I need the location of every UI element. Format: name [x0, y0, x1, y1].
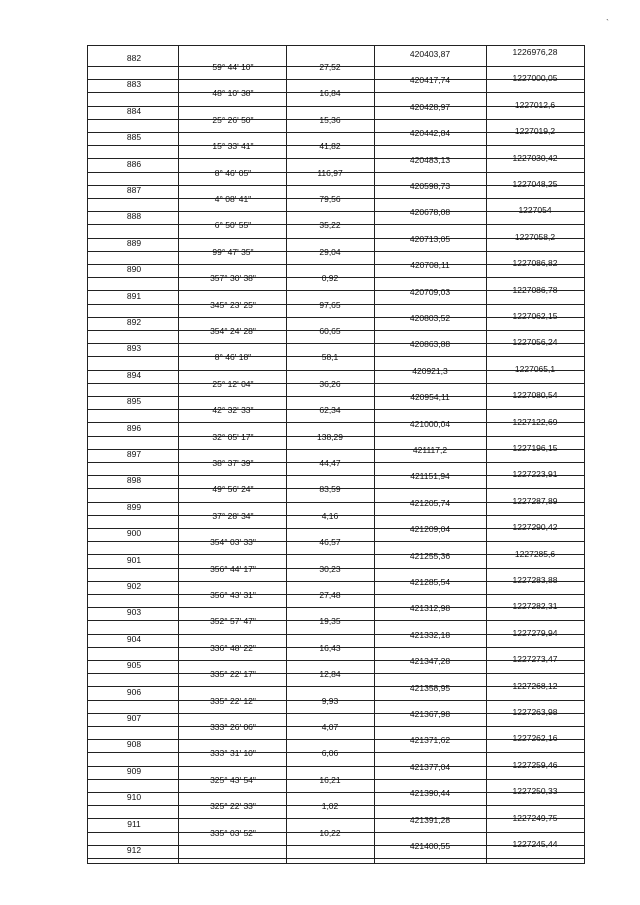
- direction-angle: 354° 03' 33": [210, 537, 256, 548]
- coord-x: 421205,74: [409, 497, 451, 508]
- row-divider: [88, 858, 584, 859]
- coord-y: 1227056,24: [512, 337, 558, 348]
- point-number: 911: [127, 818, 141, 829]
- point-number: 905: [126, 660, 142, 671]
- segment-length: 15,36: [319, 114, 341, 125]
- coord-y: 1227287,89: [512, 495, 558, 506]
- segment-length: 97,65: [319, 299, 341, 310]
- coord-x: 420709,03: [409, 286, 451, 297]
- coord-y: 1227048,25: [512, 179, 558, 189]
- segment-length: 30,23: [319, 563, 341, 574]
- coord-y: 1227086,78: [512, 284, 558, 295]
- coord-y: 1227262,16: [512, 733, 558, 744]
- segment-length: 44,47: [319, 458, 341, 468]
- coord-y: 1227196,15: [512, 443, 558, 453]
- direction-angle: 37° 28' 34": [212, 510, 254, 521]
- segment-length: 9,93: [321, 695, 339, 706]
- point-number: 912: [126, 845, 142, 855]
- coord-x: 421367,98: [409, 709, 451, 719]
- direction-angle: 4° 08' 41": [214, 194, 252, 204]
- direction-angle: 59° 44' 10": [212, 62, 254, 72]
- point-number: 888: [126, 211, 142, 222]
- segment-length: 16,43: [319, 642, 341, 653]
- direction-angle: 25° 12' 04": [212, 378, 254, 389]
- segment-length: 16,21: [319, 774, 341, 785]
- segment-length: 62,34: [319, 405, 341, 416]
- direction-angle: 8° 46' 05": [214, 167, 252, 178]
- direction-angle: 6° 50' 55": [214, 220, 252, 231]
- segment-length: 29,04: [319, 246, 341, 257]
- corner-mark: `: [606, 18, 609, 28]
- coord-y: 1226976,28: [512, 47, 558, 57]
- segment-length: 27,52: [319, 62, 341, 72]
- segment-length: 4,16: [321, 510, 339, 521]
- direction-angle: 357° 30' 38": [210, 273, 256, 284]
- coord-y: 1227062,15: [512, 311, 558, 321]
- coord-x: 420417,74: [409, 75, 451, 86]
- direction-angle: 352° 57' 47": [210, 616, 256, 627]
- segment-length: 6,06: [321, 748, 339, 759]
- segment-length: 16,84: [319, 88, 341, 99]
- coord-y: 1227249,75: [512, 812, 558, 823]
- segment-length: 116,97: [317, 167, 343, 178]
- direction-angle: 356° 44' 17": [210, 563, 256, 574]
- coord-x: 421209,04: [409, 524, 451, 535]
- direction-angle: 354° 24' 28": [210, 326, 256, 336]
- segment-length: 83,59: [319, 484, 341, 495]
- point-number: 902: [126, 581, 142, 591]
- coord-y: 1227259,46: [512, 759, 558, 770]
- point-number: 887: [126, 185, 142, 195]
- point-number: 901: [126, 554, 142, 565]
- segment-length: 41,82: [319, 141, 341, 152]
- coord-x: 421151,94: [410, 471, 450, 482]
- coord-x: 420708,11: [410, 260, 450, 271]
- segment-length: 10,22: [319, 827, 341, 838]
- coord-y: 1227000,05: [512, 73, 558, 84]
- point-number: 885: [126, 132, 142, 143]
- segment-length: 60,65: [319, 326, 341, 336]
- coord-x: 420483,13: [409, 154, 451, 165]
- segment-length: 4,07: [321, 722, 339, 732]
- coord-x: 421000,04: [409, 418, 451, 429]
- direction-angle: 49° 56' 24": [212, 484, 254, 495]
- point-number: 900: [126, 528, 142, 539]
- coord-y: 1227019,2: [514, 126, 556, 137]
- direction-angle: 345° 23' 25": [210, 299, 256, 310]
- point-number: 894: [126, 369, 142, 380]
- coord-x: 421347,28: [409, 656, 451, 667]
- point-number: 891: [126, 290, 142, 301]
- direction-angle: 99° 47' 35": [212, 246, 254, 257]
- coord-y: 1227065,1: [514, 363, 556, 374]
- segment-length: 46,57: [319, 537, 341, 548]
- coord-y: 1227279,94: [512, 627, 558, 638]
- coord-y: 1227080,54: [512, 390, 558, 401]
- point-number: 896: [126, 422, 142, 433]
- direction-angle: 325° 43' 54": [210, 774, 256, 785]
- coord-y: 1227250,33: [512, 786, 558, 797]
- coord-x: 421312,98: [409, 603, 451, 614]
- coord-x: 421285,54: [409, 577, 451, 587]
- coord-y: 1227283,88: [512, 575, 558, 585]
- direction-angle: 8° 46' 18": [214, 352, 252, 363]
- coord-y: 1227290,42: [512, 522, 558, 533]
- coord-x: 421400,55: [409, 841, 451, 851]
- point-number: 883: [126, 79, 142, 90]
- direction-angle: 335° 03' 52": [210, 827, 256, 838]
- coord-y: 1227030,42: [512, 152, 558, 163]
- coord-y: 1227086,82: [512, 258, 558, 269]
- coord-x: 420713,05: [409, 233, 451, 244]
- coord-y: 1227263,98: [512, 707, 558, 717]
- point-number: 906: [126, 686, 142, 697]
- point-number: 898: [126, 475, 142, 486]
- coord-x: 421117,2: [412, 445, 448, 455]
- direction-angle: 335° 22' 17": [210, 669, 256, 680]
- point-number: 890: [126, 264, 142, 275]
- point-number: 892: [126, 317, 142, 327]
- coord-x: 420598,73: [409, 181, 451, 191]
- direction-angle: 335° 22' 12": [210, 695, 256, 706]
- coordinates-table: [87, 45, 585, 864]
- coord-x: 420428,97: [409, 101, 451, 112]
- point-number: 910: [126, 792, 142, 803]
- coord-y: 1227282,31: [512, 601, 558, 612]
- point-number: 899: [126, 501, 142, 512]
- point-number: 882: [126, 53, 142, 63]
- point-number: 903: [126, 607, 142, 618]
- segment-length: 36,26: [319, 378, 341, 389]
- direction-angle: 38° 37' 39": [212, 458, 254, 468]
- direction-angle: 356° 43' 31": [210, 590, 256, 600]
- coord-x: 420442,84: [409, 128, 451, 139]
- coord-y: 1227285,6: [514, 548, 556, 559]
- point-number: 893: [126, 343, 142, 354]
- coord-x: 421371,62: [409, 735, 451, 746]
- coord-x: 420403,87: [409, 49, 451, 59]
- coord-y: 1227012,6: [514, 99, 556, 110]
- coord-x: 421332,18: [409, 629, 451, 640]
- direction-angle: 333° 26' 06": [210, 722, 256, 732]
- point-number: 907: [126, 713, 142, 723]
- direction-angle: 336° 48' 22": [210, 642, 256, 653]
- direction-angle: 15° 33' 41": [212, 141, 254, 152]
- coord-y: 1227268,12: [512, 680, 558, 691]
- direction-angle: 325° 22' 33": [210, 801, 256, 812]
- segment-length: 27,48: [319, 590, 341, 600]
- segment-length: 58,1: [321, 352, 339, 363]
- segment-length: 12,84: [319, 669, 341, 680]
- point-number: 889: [126, 237, 142, 248]
- segment-length: 19,35: [319, 616, 341, 627]
- point-number: 886: [126, 158, 142, 169]
- coord-x: 421377,04: [409, 761, 451, 772]
- coord-x: 421390,44: [409, 788, 451, 799]
- segment-length: 138,29: [317, 431, 343, 442]
- direction-angle: 333° 31' 10": [210, 748, 256, 759]
- direction-angle: 42° 32' 33": [212, 405, 254, 416]
- segment-length: 0,92: [321, 273, 339, 284]
- direction-angle: 48° 10' 38": [212, 88, 254, 99]
- direction-angle: 25° 26' 50": [212, 114, 254, 125]
- coord-x: 421391,28: [409, 814, 451, 825]
- direction-angle: 32° 05' 17": [212, 431, 254, 442]
- coord-x: 420678,08: [409, 207, 451, 218]
- segment-length: 35,22: [319, 220, 341, 231]
- coord-y: 1227245,44: [512, 839, 558, 849]
- coord-x: 420803,52: [409, 313, 451, 323]
- coord-x: 421358,95: [409, 682, 451, 693]
- coord-x: 420954,11: [410, 392, 450, 403]
- segment-length: 1,02: [321, 801, 339, 812]
- coord-y: 1227122,69: [512, 416, 558, 427]
- coord-y: 1227054: [518, 205, 552, 216]
- point-number: 884: [126, 105, 142, 116]
- coord-x: 420863,88: [409, 339, 451, 350]
- coord-x: 420921,3: [412, 365, 448, 376]
- segment-length: 79,56: [319, 194, 341, 204]
- point-number: 895: [126, 396, 142, 407]
- coord-y: 1227058,2: [514, 231, 556, 242]
- point-number: 909: [126, 765, 142, 776]
- point-number: 904: [126, 633, 142, 644]
- coord-y: 1227223,91: [512, 469, 558, 480]
- point-number: 897: [126, 449, 142, 459]
- coord-y: 1227273,47: [512, 654, 558, 665]
- point-number: 908: [126, 739, 142, 750]
- coord-x: 421255,36: [409, 550, 451, 561]
